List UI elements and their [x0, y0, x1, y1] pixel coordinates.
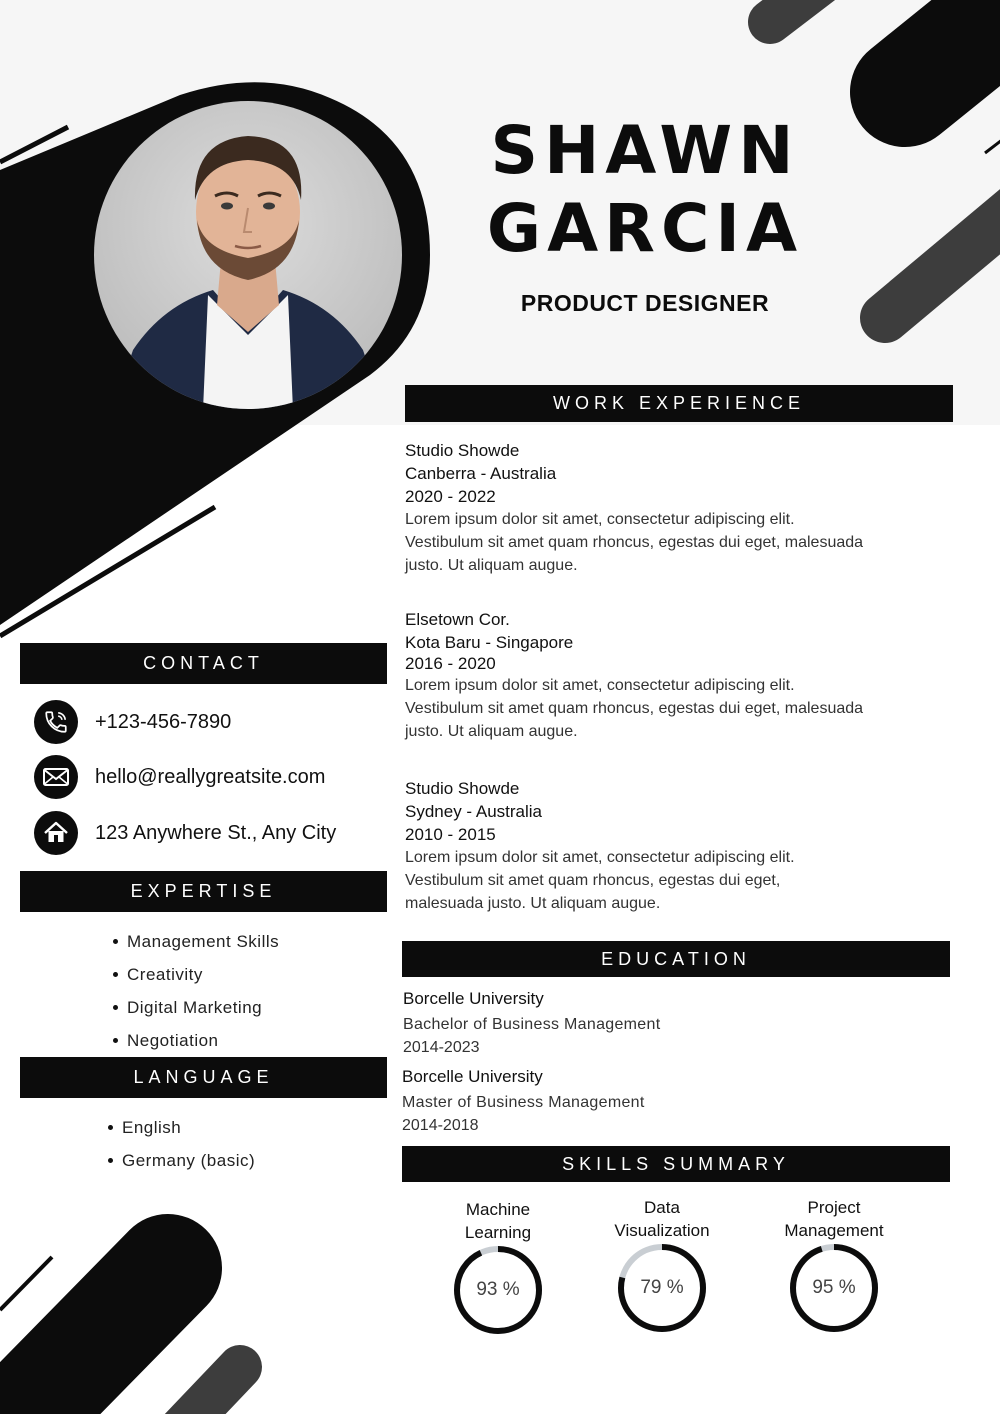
work-location: Canberra - Australia [405, 464, 557, 483]
top-right-black-pill [905, 0, 1000, 92]
work-company: Studio Showde [405, 441, 520, 460]
last-name: GARCIA [486, 190, 804, 267]
work-description [405, 674, 965, 743]
section-skills-summary: SKILLS SUMMARY [402, 1146, 950, 1182]
skill-label-line: Data [644, 1198, 680, 1217]
bottom-left-black-pill [0, 1268, 168, 1414]
phone-icon [34, 700, 78, 744]
skill-label-line: Project [807, 1198, 861, 1217]
skill-label-line: Visualization [614, 1221, 710, 1240]
section-contact: CONTACT [20, 643, 387, 684]
expertise-item: Creativity [113, 958, 279, 991]
work-description-line: Vestibulum sit amet quam rhoncus, egestas dui eget, malesuada [405, 534, 864, 551]
education-item [403, 987, 963, 1059]
first-name: SHAWN [490, 112, 800, 189]
work-location: Kota Baru - Singapore [405, 633, 574, 652]
job-title: PRODUCT DESIGNER [520, 290, 770, 316]
section-language: LANGUAGE [20, 1057, 387, 1098]
language-item: English [108, 1111, 255, 1144]
skill-ring [616, 1242, 708, 1334]
skill-data-visualization [572, 1196, 752, 1334]
education-degree: Master of Business Management [402, 1094, 645, 1111]
work-description-line: malesuada justo. Ut aliquam augue. [405, 895, 661, 912]
skill-label [572, 1196, 752, 1242]
work-description [405, 846, 965, 915]
work-item [405, 439, 965, 577]
education-school: Borcelle University [402, 1067, 543, 1086]
work-description-line: Lorem ipsum dolor sit amet, consectetur adipiscing elit. [405, 849, 795, 866]
contact-address-row [34, 810, 336, 856]
work-years: 2010 - 2015 [405, 825, 496, 844]
skill-label [744, 1196, 924, 1242]
contact-address: 123 Anywhere St., Any City [95, 821, 337, 844]
work-description-line: Vestibulum sit amet quam rhoncus, egestas dui eget, malesuada [405, 700, 864, 717]
education-degree: Bachelor of Business Management [403, 1016, 661, 1033]
work-company: Studio Showde [405, 779, 520, 798]
skill-label-line: Learning [464, 1223, 532, 1242]
language-item: Germany (basic) [108, 1144, 255, 1177]
education-school: Borcelle University [403, 989, 544, 1008]
skill-label-line: Machine [465, 1200, 531, 1219]
top-right-thin-line [985, 130, 1000, 153]
work-years: 2020 - 2022 [405, 487, 496, 506]
language-list [108, 1111, 255, 1177]
work-years: 2016 - 2020 [405, 654, 496, 673]
skill-label [408, 1198, 588, 1244]
expertise-item: Negotiation [113, 1024, 279, 1057]
skill-label-line: Management [784, 1221, 884, 1240]
education-years: 2014-2023 [403, 1039, 480, 1056]
work-company: Elsetown Cor. [405, 610, 510, 629]
expertise-item: Management Skills [113, 925, 279, 958]
expertise-list [113, 925, 279, 1057]
right-gray-pill [885, 205, 1000, 318]
skill-project-management [744, 1196, 924, 1334]
work-location: Sydney - Australia [405, 802, 543, 821]
skill-ring [788, 1242, 880, 1334]
contact-phone[interactable]: +123-456-7890 [95, 710, 232, 733]
section-work-experience: WORK EXPERIENCE [405, 385, 953, 422]
expertise-item: Digital Marketing [113, 991, 279, 1024]
skill-percent: 95 % [812, 1277, 856, 1298]
top-right-gray-pill [770, 0, 825, 22]
skill-ring [452, 1244, 544, 1336]
work-description-line: justo. Ut aliquam augue. [405, 723, 578, 740]
education-item [402, 1065, 962, 1137]
work-item [405, 608, 965, 743]
bottom-left-thin-line [0, 1257, 52, 1310]
profile-photo [93, 100, 403, 410]
work-description-line: Lorem ipsum dolor sit amet, consectetur adipiscing elit. [405, 511, 795, 528]
work-description-line: justo. Ut aliquam augue. [405, 557, 578, 574]
home-icon [34, 811, 78, 855]
skill-percent: 79 % [640, 1277, 684, 1298]
bottom-left-gray-pill [180, 1367, 240, 1414]
education-years: 2014-2018 [402, 1117, 479, 1134]
contact-phone-row [34, 699, 231, 745]
mail-icon [34, 755, 78, 799]
section-education: EDUCATION [402, 941, 950, 977]
skill-percent: 93 % [476, 1279, 520, 1300]
work-description [405, 508, 965, 577]
skill-machine-learning [408, 1198, 588, 1336]
section-expertise: EXPERTISE [20, 871, 387, 912]
work-description-line: Vestibulum sit amet quam rhoncus, egestas dui eget, [405, 872, 781, 889]
work-item [405, 777, 965, 915]
contact-email-row [34, 754, 325, 800]
work-description-line: Lorem ipsum dolor sit amet, consectetur adipiscing elit. [405, 677, 795, 694]
contact-email[interactable]: hello@reallygreatsite.com [95, 765, 326, 788]
